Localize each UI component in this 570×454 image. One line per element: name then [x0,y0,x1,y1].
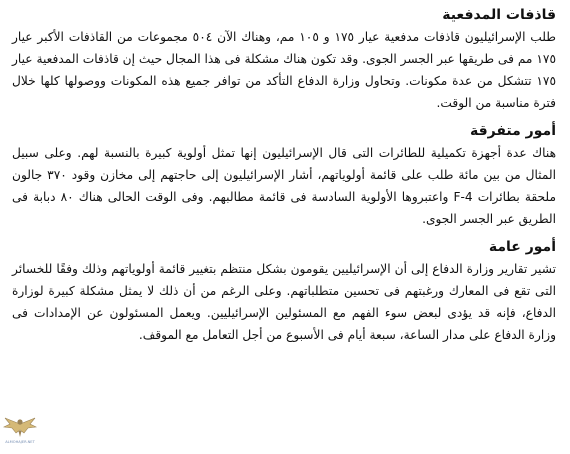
section-heading: قاذفات المدفعية [442,7,556,23]
section-misc [12,120,556,230]
section-artillery [12,4,556,114]
section-heading: أمور عامة [488,239,556,255]
section-general [12,236,556,346]
eagle-icon [2,378,38,454]
section-heading: أمور متفرقة [469,123,556,139]
section-paragraph: تشير تقارير وزارة الدفاع إلى أن الإسرائيليين يقومون بشكل منتظم بتغيير قائمة أولوياتهم وذلك وفقًا للخسائر التى تقع فى المعارك ورغبتهم فى تحسين متطلباتهم. وعلى الرغم من أن ذلك لا يمثل مشكلة كبيرة لوزارة الدفاع، فإنه قد يؤدى لبعض سوء الفهم مع المسئولين الإسرائيليين. ويعمل المسئولون عن الإمدادات فى وزارة الدفاع على مدار الساعة، سبعة أيام فى الأسبوع من أجل التعامل مع الموقف. [12,262,556,342]
section-paragraph: هناك عدة أجهزة تكميلية للطائرات التى قال الإسرائيليون إنها تمثل أولوية كبيرة بالنسبة لهم. وعلى سبيل المثال من بين مائة طلب على قائمة أولوياتهم، أشار الإسرائيليون إلى حاجتهم إلى مخازن وقود ٣٧٠ جالون ملحقة بطائرات F-4 واعتبروها الأولوية السادسة فى قائمة مطالبهم. وفى الوقت الحالى هناك ٨٠ دبابة فى الطريق عبر الجسر الجوى. [12,146,556,226]
watermark-text: ALMOHAJER.NET [5,440,35,444]
section-paragraph: طلب الإسرائيليون قاذفات مدفعية عيار ١٧٥ و ١٠٥ مم، وهناك الآن ٥٠٤ مجموعات من القاذفات الأكبر عيار ١٧٥ مم فى طريقها عبر الجسر الجوى. وقد تكون هناك مشكلة فى هذا المجال حيث إن قاذفات المدفعية عيار ١٧٥ تتشكل من عدة مكونات. وتحاول وزارة الدفاع التأكد من توافر جميع هذه المكونات ووصولها كلها خلال فترة مناسبة من الوقت. [12,30,556,110]
watermark-logo [2,378,38,454]
